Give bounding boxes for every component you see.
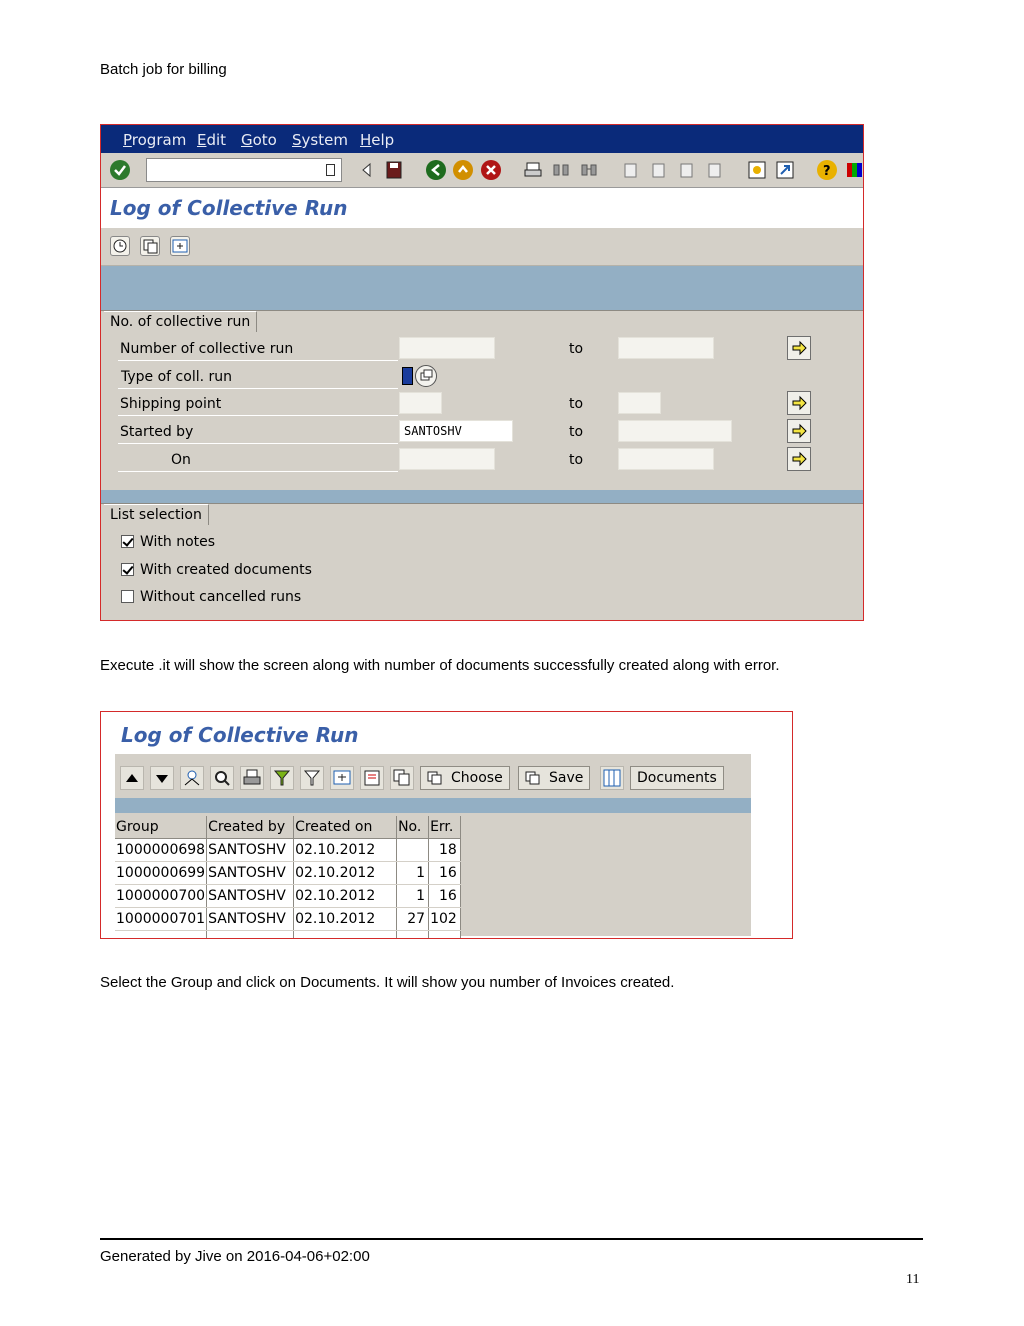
screen-title: Log of Collective Run <box>110 196 348 220</box>
choose-icon <box>427 771 443 785</box>
cell-group[interactable]: 1000000701 <box>115 908 207 931</box>
to-label: to <box>569 452 584 468</box>
document-heading: Batch job for billing <box>100 61 227 78</box>
choose-button[interactable] <box>420 766 510 790</box>
cell-err: 18 <box>429 839 461 862</box>
shipping-point-to-input[interactable] <box>618 392 661 414</box>
to-label: to <box>569 396 584 412</box>
collective-run-to-input[interactable] <box>618 337 714 359</box>
with-notes-label: With notes <box>140 534 216 550</box>
title-bar <box>115 718 751 754</box>
cell-created-by: SANTOSHV <box>207 885 294 908</box>
without-cancelled-runs-label: Without cancelled runs <box>140 589 302 605</box>
layout-columns-icon[interactable] <box>600 766 624 790</box>
page-number: 11 <box>906 1272 920 1287</box>
sort-up-icon[interactable] <box>120 766 144 790</box>
first-page-icon[interactable] <box>621 160 641 180</box>
cell-no: 27 <box>397 908 429 931</box>
next-page-icon[interactable] <box>677 160 697 180</box>
cell-clipped <box>115 931 207 940</box>
svg-text:?: ? <box>823 164 831 179</box>
collective-run-log-table <box>115 816 461 939</box>
cell-created-on: 02.10.2012 <box>294 885 397 908</box>
cell-group[interactable]: 1000000698 <box>115 839 207 862</box>
menu-goto[interactable]: Goto <box>241 131 277 149</box>
column-header-err[interactable]: Err. <box>429 816 461 839</box>
export-icon[interactable] <box>360 766 384 790</box>
footer-rule <box>100 1238 923 1240</box>
menu-system[interactable]: System <box>292 131 348 149</box>
to-label: to <box>569 424 584 440</box>
cell-no: 1 <box>397 885 429 908</box>
back-icon[interactable] <box>426 160 446 180</box>
label-shipping-point: Shipping point <box>120 396 222 412</box>
label-underline <box>118 360 398 361</box>
shortcut-icon[interactable] <box>775 160 795 180</box>
table-row-partial[interactable] <box>115 931 460 940</box>
header-strip <box>101 266 863 310</box>
save-icon[interactable] <box>384 160 404 180</box>
list-selection-frame <box>101 503 863 504</box>
label-number-of-collective-run: Number of collective run <box>120 341 294 357</box>
cell-group[interactable]: 1000000700 <box>115 885 207 908</box>
menu-edit[interactable]: Edit <box>197 131 227 149</box>
cell-no: 1 <box>397 862 429 885</box>
label-underline <box>118 415 398 416</box>
choose-label: Choose <box>451 770 503 786</box>
exit-icon[interactable] <box>453 160 473 180</box>
with-created-documents-checkbox[interactable] <box>121 563 134 576</box>
label-underline <box>118 388 398 389</box>
create-session-icon[interactable] <box>747 160 767 180</box>
print-icon[interactable] <box>523 160 543 180</box>
cell-created-on: 02.10.2012 <box>294 839 397 862</box>
list-toolbar <box>115 758 751 794</box>
collective-run-from-input[interactable] <box>399 337 495 359</box>
cell-err: 16 <box>429 885 461 908</box>
cell-err: 102 <box>429 908 461 931</box>
footer-text: Generated by Jive on 2016-04-06+02:00 <box>100 1248 370 1265</box>
label-underline <box>118 443 398 444</box>
screenshot-log-list <box>100 711 793 939</box>
column-header-created-on[interactable]: Created on <box>294 816 397 839</box>
menu-program[interactable]: Program <box>123 131 187 149</box>
find-icon[interactable] <box>551 160 571 180</box>
arrow-right-icon <box>791 395 807 411</box>
title-bar <box>101 188 863 228</box>
screenshot-selection-screen <box>100 124 864 621</box>
find-icon[interactable] <box>180 766 204 790</box>
without-cancelled-runs-checkbox[interactable] <box>121 590 134 603</box>
multiple-selection-icon[interactable] <box>170 236 190 256</box>
detail-icon[interactable] <box>210 766 234 790</box>
possible-values-icon[interactable] <box>415 365 437 387</box>
cell-no <box>397 839 429 862</box>
cell-err: 16 <box>429 862 461 885</box>
arrow-right-icon <box>791 340 807 356</box>
column-header-created-by[interactable]: Created by <box>207 816 294 839</box>
column-header-no[interactable]: No. <box>397 816 429 839</box>
menu-bar <box>101 125 863 153</box>
cell-clipped <box>294 931 397 940</box>
find-next-icon[interactable] <box>579 160 599 180</box>
screen-title: Log of Collective Run <box>121 723 359 747</box>
standard-toolbar <box>101 153 863 188</box>
cell-created-by: SANTOSHV <box>207 862 294 885</box>
started-by-to-input[interactable] <box>618 420 732 442</box>
label-started-by: Started by <box>120 424 194 440</box>
application-toolbar <box>101 229 863 266</box>
multiple-selection-button[interactable] <box>787 391 811 415</box>
paragraph-execute: Execute .it will show the screen along with number of documents successfully created along with error. <box>100 657 780 674</box>
last-page-icon[interactable] <box>705 160 725 180</box>
with-created-documents-label: With created documents <box>140 562 312 578</box>
command-field[interactable] <box>146 158 342 182</box>
table-row[interactable] <box>115 839 460 862</box>
save-button[interactable] <box>518 766 590 790</box>
paragraph-select-group: Select the Group and click on Documents. It will show you number of Invoices created. <box>100 974 675 991</box>
menu-help[interactable]: Help <box>360 131 395 149</box>
multiple-selection-button[interactable] <box>787 336 811 360</box>
cell-created-on: 02.10.2012 <box>294 908 397 931</box>
with-notes-checkbox[interactable] <box>121 535 134 548</box>
multiple-selection-button[interactable] <box>787 419 811 443</box>
cell-created-on: 02.10.2012 <box>294 862 397 885</box>
multiple-selection-button[interactable] <box>787 447 811 471</box>
shipping-point-from-input[interactable] <box>399 392 442 414</box>
cell-created-by: SANTOSHV <box>207 839 294 862</box>
cancel-icon[interactable] <box>481 160 501 180</box>
help-icon[interactable] <box>817 160 837 180</box>
label-type-of-coll-run: Type of coll. run <box>121 369 232 385</box>
cell-clipped <box>397 931 429 940</box>
print-icon[interactable] <box>240 766 264 790</box>
layout-menu-icon[interactable] <box>845 160 864 180</box>
to-label: to <box>569 341 584 357</box>
cell-clipped <box>207 931 294 940</box>
table-row[interactable] <box>115 885 460 908</box>
save-icon <box>525 771 541 785</box>
started-by-from-input[interactable]: SANTOSHV <box>399 420 513 442</box>
label-on: On <box>171 452 191 468</box>
execute-in-background-icon[interactable] <box>110 236 130 256</box>
total-icon[interactable] <box>270 766 294 790</box>
documents-button[interactable] <box>630 766 724 790</box>
cell-group[interactable]: 1000000699 <box>115 862 207 885</box>
table-row[interactable] <box>115 862 460 885</box>
cell-clipped <box>429 931 461 940</box>
separator-strip <box>101 490 863 503</box>
column-header-group[interactable]: Group <box>115 816 207 839</box>
save-label: Save <box>549 770 584 786</box>
arrow-right-icon <box>791 451 807 467</box>
cell-created-by: SANTOSHV <box>207 908 294 931</box>
documents-label: Documents <box>637 770 717 786</box>
table-row[interactable] <box>115 908 460 931</box>
arrow-right-icon <box>791 423 807 439</box>
previous-page-icon[interactable] <box>649 160 669 180</box>
subtotal-icon[interactable] <box>330 766 354 790</box>
label-underline <box>118 471 398 472</box>
table-header-row <box>115 816 460 839</box>
frame-title-list-selection: List selection <box>104 504 209 525</box>
copy-icon[interactable] <box>390 766 414 790</box>
collapse-left-icon[interactable] <box>357 160 377 180</box>
sort-down-icon[interactable] <box>150 766 174 790</box>
filter-icon[interactable] <box>300 766 324 790</box>
frame-title-collective-run: No. of collective run <box>104 311 257 332</box>
enter-check-icon[interactable] <box>110 160 130 180</box>
log-list-window <box>115 718 751 936</box>
copy-icon[interactable] <box>140 236 160 256</box>
command-history-icon[interactable] <box>326 164 335 176</box>
on-from-input[interactable] <box>399 448 495 470</box>
header-strip <box>115 798 751 813</box>
on-to-input[interactable] <box>618 448 714 470</box>
type-of-coll-run-input[interactable] <box>402 367 413 385</box>
